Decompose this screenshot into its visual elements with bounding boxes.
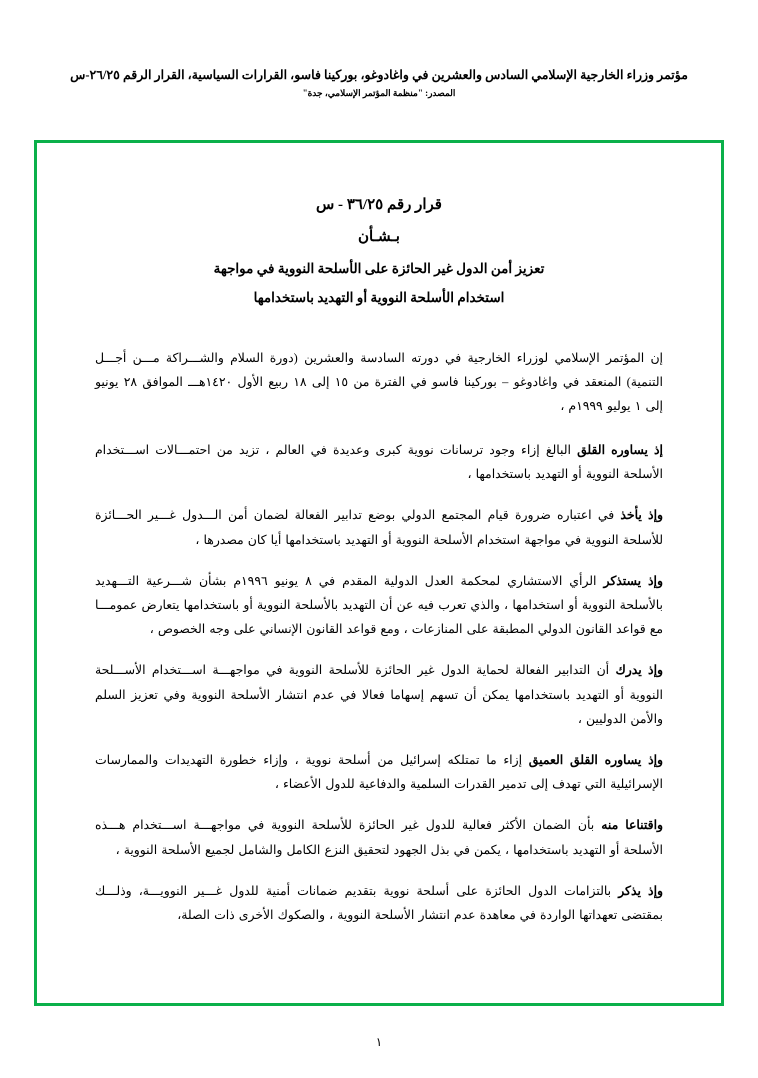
- paragraph-1: [95, 438, 663, 486]
- page-number: ١: [375, 1035, 383, 1049]
- paragraph-2: [95, 503, 663, 551]
- document-header: [60, 66, 698, 99]
- resolution-body: [95, 346, 663, 928]
- green-border-frame: [34, 140, 724, 1006]
- header-source: المصدر: "منظمة المؤتمر الإسلامي، جدة": [302, 88, 456, 99]
- paragraph-lead: وإذ يدرك: [615, 663, 663, 678]
- paragraph-lead: وإذ يذكر: [618, 883, 663, 898]
- resolution-title-line-2: استخدام الأسلحة النووية أو التهديد باستخدامها: [253, 289, 505, 305]
- paragraph-text: إزاء ما تمتلكه إسرائيل من أسلحة نووية ، وإزاء خطورة التهديدات والممارسات الإسرائيلية التي تهدف إلى تدمير القدرات السلمية والدفاعية للدول الأعضاء ،: [95, 752, 663, 792]
- paragraph-text: الرأي الاستشاري لمحكمة العدل الدولية المقدم في ٨ يونيو ١٩٩٦م بشأن شـــرعية التـــهديد بالأسلحة النووية أو استخدامها ، والذي تعرب فيه عن أن التهديد بالأسلحة النووية أو باستخدامها يتعارض عمومـــا مع قواعد القانون الدولي المطبقة على المنازعات ، ومع قواعد القانون الإنساني على وجه الخصوص ،: [95, 573, 663, 637]
- paragraph-lead: وإذ يستذكر: [603, 573, 663, 588]
- paragraph-text: بأن الضمان الأكثر فعالية للدول غير الحائزة للأسلحة النووية في مواجهـــة اســـتخدام هـــذه الأسلحة أو التهديد باستخدامها ، يكمن في بذل الجهود لتحقيق النزع الكامل والشامل لجميع الأسلحة النووية ،: [95, 818, 663, 857]
- paragraph-text: في اعتباره ضرورة قيام المجتمع الدولي بوضع تدابير الفعالة لضمان أمن الـــدول غـــير الحـــائزة للأسلحة النووية في مواجهة استخدام الأسلحة النووية أو التهديد باستخدامها أيا كان مصدرها ،: [95, 508, 663, 547]
- resolution-title-group: [95, 189, 663, 312]
- paragraph-text: بالتزامات الدول الحائزة على أسلحة نووية بتقديم ضمانات أمنية للدول غـــير النوويـــة، وذلـــك بمقتضى تعهداتها الواردة في معاهدة عدم انتشار الأسلحة النووية ، والصكوك الأخرى ذات الصلة،: [95, 883, 663, 922]
- paragraph-3: [95, 569, 663, 642]
- paragraph-lead: وإذ يساوره القلق العميق: [528, 752, 664, 767]
- resolution-number: قرار رقم ٣٦/٢٥ - س: [316, 197, 442, 213]
- paragraph-lead: إذ يساوره القلق: [577, 443, 663, 458]
- paragraph-lead: واقتناعا منه: [601, 818, 664, 833]
- paragraph-6: [95, 813, 663, 861]
- paragraph-5: [95, 748, 663, 796]
- header-title: مؤتمر وزراء الخارجية الإسلامي السادس والعشرين في واغادوغو، بوركينا فاسو، القرارات السياسية، القرار الرقم ٢٦/٢٥-س: [70, 68, 688, 82]
- paragraph-text: أن التدابير الفعالة لحماية الدول غير الحائزة للأسلحة النووية في مواجهـــة اســـتخدام الأســـلحة النووية أو التهديد باستخدامها يمكن أن تسهم إسهاما فعالا في عدم انتشار الأسلحة النووية وفي تعزيز السلم والأمن الدوليين ،: [95, 663, 663, 726]
- resolution-title-line-1: تعزيز أمن الدول غير الحائزة على الأسلحة النووية في مواجهة: [213, 260, 545, 276]
- paragraph-4: [95, 658, 663, 731]
- paragraph-text: إن المؤتمر الإسلامي لوزراء الخارجية في دورته السادسة والعشرين (دورة السلام والشـــراكة مـــن أجـــل التنمية) المنعقد في واغادوغو – بوركينا فاسو في الفترة من ١٥ إلى ١٨ ربيع الأول ١٤٢٠هـــ الموافق ٢٨ يونيو إلى ١ يوليو ١٩٩٩م ،: [95, 350, 663, 413]
- resolution-regarding-label: بـشـأن: [358, 229, 400, 246]
- paragraph-preamble: [95, 346, 663, 419]
- framed-content: [37, 143, 721, 1003]
- paragraph-7: [95, 879, 663, 927]
- paragraph-lead: وإذ يأخذ: [620, 508, 663, 523]
- paragraph-text: البالغ إزاء وجود ترسانات نووية كبرى وعديدة في العالم ، تزيد من احتمـــالات اســـتخدام الأسلحة النووية أو التهديد باستخدامها ،: [95, 443, 663, 482]
